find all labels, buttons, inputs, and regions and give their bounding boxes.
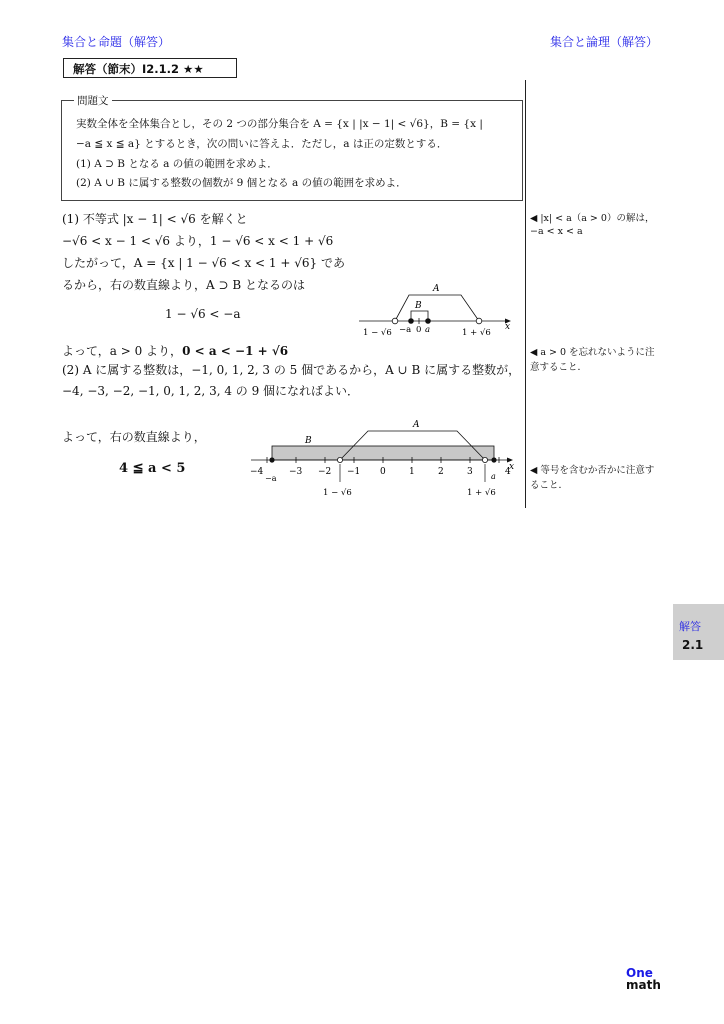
number-line-1 xyxy=(355,278,520,343)
tick-label: 2 xyxy=(438,467,444,477)
header-right: 集合と論理（解答） xyxy=(549,35,658,49)
label-a: a xyxy=(491,472,496,481)
part2-line: −4, −3, −2, −1, 0, 1, 2, 3, 4 の 9 個になればよい． xyxy=(62,384,360,398)
side-note-2: ◀ a > 0 を忘れないように注 xyxy=(530,347,655,358)
tick-label: 3 xyxy=(467,467,473,477)
set-a-label: A xyxy=(413,420,420,430)
label-a: a xyxy=(425,325,431,335)
label-left: 1 − √6 xyxy=(363,328,392,338)
tick-label: −2 xyxy=(318,467,332,477)
set-b-outline xyxy=(411,311,428,321)
closed-point-neg-a xyxy=(269,457,274,462)
side-note-2b: 意すること． xyxy=(530,362,588,373)
tick-label: −3 xyxy=(289,467,303,477)
set-b-label: B xyxy=(305,436,312,446)
problem-label: 問題文 xyxy=(74,93,112,108)
conclusion-answer: 0 < a < −1 + √6 xyxy=(182,344,289,358)
part1-line: −√6 < x − 1 < √6 より，1 − √6 < x < 1 + √6 xyxy=(62,234,334,248)
closed-point-a xyxy=(425,318,431,324)
side-note-1b: −a < x < a xyxy=(530,226,583,237)
part2-lead: よって，右の数直線より， xyxy=(62,430,206,444)
logo-bottom: math xyxy=(626,978,661,992)
onemath-logo xyxy=(626,967,661,991)
label-neg-a: −a xyxy=(265,474,277,483)
part1-line: (1) 不等式 |x − 1| < √6 を解くと xyxy=(62,212,248,226)
problem-line: −a ≦ x ≦ a} とするとき，次の問いに答えよ．ただし，a は正の定数とする． xyxy=(76,138,448,150)
label-left: 1 − √6 xyxy=(323,488,352,498)
logo-top: One xyxy=(626,966,653,980)
part1-line: したがって，A = {x | 1 − √6 < x < 1 + √6} であ xyxy=(62,256,345,270)
part1-line: るから，右の数直線より，A ⊃ B となるのは xyxy=(62,278,305,292)
set-a-label: A xyxy=(433,284,440,294)
problem-line: (1) A ⊃ B となる a の値の範囲を求めよ． xyxy=(76,158,278,170)
section-title: 解答（節末）I2.1.2 ★★ xyxy=(63,58,237,78)
label-right: 1 + √6 xyxy=(467,488,496,498)
tab-number: 2.1 xyxy=(682,638,704,652)
tick-label: 1 xyxy=(409,467,415,477)
problem-line: 実数全体を全体集合とし，その 2 つの部分集合を A = {x | |x − 1| < √6}，B = {x | xyxy=(76,118,483,130)
open-point-left xyxy=(337,457,342,462)
axis-label: x xyxy=(509,462,515,472)
side-note-3b: ること． xyxy=(530,480,569,491)
tick-label: −4 xyxy=(250,467,264,477)
label-neg-a: −a xyxy=(399,325,412,335)
side-note-1: ◀ |x| < a（a > 0）の解は， xyxy=(530,213,655,224)
part2-line: (2) A に属する整数は，−1, 0, 1, 2, 3 の 5 個であるから，A ∪ B に属する整数が， xyxy=(62,363,521,377)
tick-label: −1 xyxy=(347,467,361,477)
conclusion-prefix: よって，a > 0 より， xyxy=(62,344,183,358)
part1-inequality: 1 − √6 < −a xyxy=(165,307,241,321)
tick-label: 0 xyxy=(380,467,386,477)
label-zero: 0 xyxy=(416,325,422,335)
part2-answer: 4 ≦ a < 5 xyxy=(119,461,186,476)
closed-point-neg-a xyxy=(408,318,414,324)
section-tab xyxy=(673,604,724,660)
tab-label: 解答 xyxy=(679,620,701,633)
open-point-left xyxy=(392,318,398,324)
side-note-3: ◀ 等号を含むか否かに注意す xyxy=(530,465,655,476)
open-point-right xyxy=(476,318,482,324)
closed-point-a xyxy=(491,457,496,462)
problem-line: (2) A ∪ B に属する整数の個数が 9 個となる a の値の範囲を求めよ． xyxy=(76,177,407,189)
label-right: 1 + √6 xyxy=(462,328,491,338)
number-line-2 xyxy=(245,412,520,502)
header-left: 集合と命題（解答） xyxy=(62,35,171,49)
set-b-label: B xyxy=(415,301,422,311)
margin-divider xyxy=(525,80,526,508)
set-a-outline xyxy=(395,295,479,321)
tick-label: 4 xyxy=(505,467,511,477)
open-point-right xyxy=(482,457,487,462)
axis-label: x xyxy=(505,322,511,332)
part1-conclusion xyxy=(62,342,288,359)
